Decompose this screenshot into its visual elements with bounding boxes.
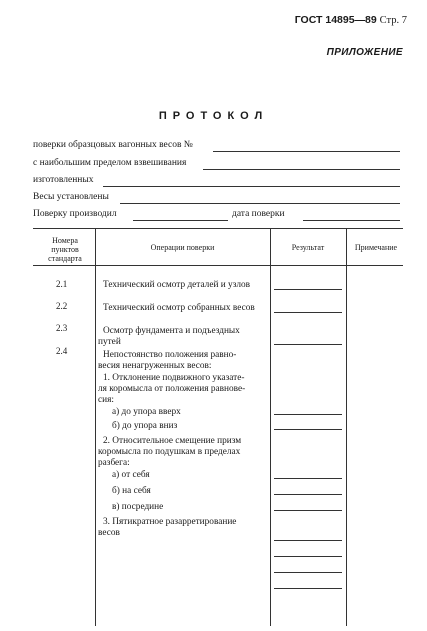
header-note: Примечание xyxy=(354,243,398,252)
row-operation-text: Технический осмотр собранных весов xyxy=(103,303,255,313)
row-operation-text: а) от себя xyxy=(112,470,150,480)
row-number: 2.2 xyxy=(56,301,68,311)
page-header xyxy=(295,14,407,26)
form-line-installed: Весы установлены xyxy=(33,192,109,202)
page-number: Стр. 7 xyxy=(379,15,407,26)
col-divider-2 xyxy=(270,228,271,626)
appendix-label: ПРИЛОЖЕНИЕ xyxy=(326,47,403,58)
result-fill-line[interactable] xyxy=(274,312,342,313)
fill-line-3[interactable] xyxy=(103,186,400,187)
row-operation-text: коромысла по подушкам в пределах xyxy=(98,447,241,457)
row-operation-text: б) до упора вниз xyxy=(112,421,178,431)
result-fill-line[interactable] xyxy=(274,556,342,557)
row-operation-text: разбега: xyxy=(98,458,130,468)
row-operation-text: путей xyxy=(98,337,121,347)
form-line-manufactured: изготовленных xyxy=(33,175,94,185)
header-operation: Операции поверки xyxy=(150,243,215,252)
result-fill-line[interactable] xyxy=(274,344,342,345)
row-operation-text: весов xyxy=(98,528,120,538)
result-fill-line[interactable] xyxy=(274,510,342,511)
row-operation-text: сия: xyxy=(98,395,114,405)
row-operation-text: 2. Относительное смещение призм xyxy=(103,436,242,446)
form-line-performed-by: Поверку производил xyxy=(33,209,117,219)
fill-line-1[interactable] xyxy=(213,151,400,152)
fill-line-5b[interactable] xyxy=(303,220,400,221)
header-num: Номера пунктов стандарта xyxy=(48,236,82,263)
table-header-border xyxy=(33,265,403,266)
result-fill-line[interactable] xyxy=(274,494,342,495)
standard-number: ГОСТ 14895—89 xyxy=(294,14,377,26)
form-line-date: дата поверки xyxy=(232,209,285,219)
result-fill-line[interactable] xyxy=(274,572,342,573)
row-number: 2.3 xyxy=(56,323,68,333)
result-fill-line[interactable] xyxy=(274,414,342,415)
row-operation-text: Непостоянство положения равно- xyxy=(103,350,237,360)
row-operation-text: Технический осмотр деталей и узлов xyxy=(103,280,251,290)
col-divider-1 xyxy=(95,228,96,626)
row-operation-text: а) до упора вверх xyxy=(112,407,181,417)
row-operation-text: ля коромысла от положения равнове- xyxy=(98,384,246,394)
row-number: 2.1 xyxy=(56,279,68,289)
row-operation-text: 3. Пятикратное разарретирование xyxy=(103,517,237,527)
result-fill-line[interactable] xyxy=(274,540,342,541)
header-result: Результат xyxy=(291,243,325,252)
row-operation-text: весия ненагруженных весов: xyxy=(98,361,212,371)
result-fill-line[interactable] xyxy=(274,289,342,290)
row-operation-text: в) посредине xyxy=(112,502,164,512)
row-operation-text: Осмотр фундамента и подъездных xyxy=(103,326,240,336)
result-fill-line[interactable] xyxy=(274,429,342,430)
result-fill-line[interactable] xyxy=(274,588,342,589)
fill-line-4[interactable] xyxy=(120,203,400,204)
col-divider-3 xyxy=(346,228,347,626)
fill-line-2[interactable] xyxy=(203,169,400,170)
row-number: 2.4 xyxy=(56,346,68,356)
fill-line-5a[interactable] xyxy=(133,220,228,221)
form-line-verification: поверки образцовых вагонных весов № xyxy=(33,140,193,150)
row-operation-text: б) на себя xyxy=(112,486,151,496)
table-top-border xyxy=(33,228,403,229)
document-title: ПРОТОКОЛ xyxy=(158,110,269,122)
result-fill-line[interactable] xyxy=(274,478,342,479)
form-line-max-limit: с наибольшим пределом взвешивания xyxy=(33,158,187,168)
row-operation-text: 1. Отклонение подвижного указате- xyxy=(103,373,245,383)
